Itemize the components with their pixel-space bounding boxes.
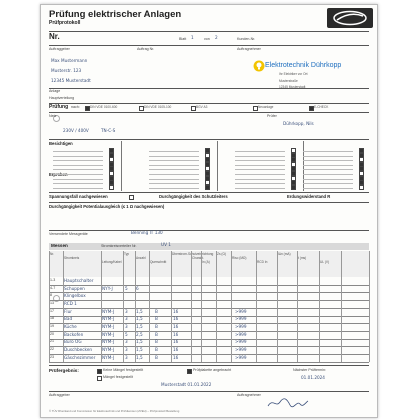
table-cell: NYY-J	[102, 285, 113, 291]
check-item-line	[53, 179, 103, 180]
table-column-divider	[341, 251, 342, 362]
check-item-line	[53, 165, 103, 166]
check-item-line	[149, 156, 199, 157]
table-column-divider	[201, 251, 202, 362]
table-cell: 16	[173, 308, 179, 314]
table-cell: B	[155, 339, 158, 345]
anlage-label: Anlage	[49, 89, 61, 93]
pruefung-label: Prüfung	[49, 104, 69, 110]
check-item-line	[149, 174, 199, 175]
check-item-line	[53, 183, 103, 184]
table-column-header: UL (V)	[320, 260, 330, 264]
table-row-divider	[49, 362, 369, 363]
table-column-divider	[123, 251, 124, 362]
table-cell: >999	[235, 308, 247, 314]
table-cell: 4-7	[50, 285, 56, 290]
check-item-line	[53, 174, 103, 175]
copyright-text: © TÜV Rheinland und Kommission für Elektrotechnik und Prüfdiensten (ZVEH) – Prüfprotokoll Bestellung	[49, 409, 180, 413]
netzform-value: TN-C-S	[101, 128, 116, 133]
table-column-header: Querschnitt	[150, 260, 167, 264]
auftraggeber-label: Auftraggeber	[49, 47, 70, 51]
table-column-divider	[216, 251, 217, 362]
check-item-line	[235, 188, 285, 189]
table-cell: 1,5	[136, 354, 143, 360]
check-item-line	[303, 179, 353, 180]
table-cell: 8	[50, 293, 52, 298]
check-item-line	[235, 151, 285, 152]
spannungsfall-checkbox[interactable]	[129, 195, 134, 200]
besichtigen-heading: Besichtigen	[49, 141, 73, 146]
circuit-name: RCD 1	[64, 300, 77, 306]
table-column-header: t (ms)	[298, 256, 307, 260]
maengel-checkbox[interactable]	[97, 376, 102, 381]
check-item-line	[149, 151, 199, 152]
keine-maengel-checkbox[interactable]	[97, 369, 102, 374]
table-column-divider	[171, 251, 172, 362]
table-cell: 3	[125, 308, 128, 314]
table-row-divider	[49, 300, 369, 301]
check-item-line	[53, 156, 103, 157]
messgeraete-value: Benning IT 130	[131, 230, 163, 235]
auftragnehmer-signature-label: Auftragnehmer	[237, 393, 261, 397]
pruefer-label: Prüfer	[267, 114, 277, 118]
table-column-header: Charakt.	[192, 256, 205, 260]
table-row-divider	[49, 292, 369, 293]
table-cell: 3	[125, 354, 128, 360]
table-cell: >999	[235, 324, 247, 329]
check-item-line	[149, 165, 199, 166]
table-column-header: Überstrom-Schutzeinrichtung	[172, 252, 214, 256]
von-label: von	[204, 37, 210, 41]
table-row-divider	[49, 339, 369, 340]
table-column-header: RCD In	[257, 260, 268, 264]
customer-name: Max Mustermann	[51, 58, 88, 63]
table-cell: 23	[50, 354, 54, 359]
check-item-checkbox[interactable]	[109, 185, 114, 190]
circuit-name: Klingelbox	[64, 293, 86, 299]
check-item-line	[235, 169, 285, 170]
hauptverteilung-label: Hauptverteilung	[49, 96, 75, 100]
netz-label: Netz	[49, 114, 57, 118]
table-row-divider	[49, 323, 369, 324]
contractor-brand: Elektrotechnik Dührkopp	[265, 62, 342, 69]
check-item-checkbox[interactable]	[359, 185, 364, 190]
table-cell: 22	[50, 347, 54, 352]
contractor-city: 12345 Musterstadt	[279, 85, 306, 89]
table-cell: 5	[125, 285, 128, 291]
table-row-divider	[49, 285, 369, 286]
check-item-line	[53, 169, 103, 170]
table-cell: 5	[125, 331, 128, 337]
contractor-tagline: Ihr Elektriker vor Ort	[279, 72, 308, 76]
check-item-line	[235, 174, 285, 175]
protocol-sheet	[40, 4, 378, 418]
check-item-line	[303, 169, 353, 170]
signature	[267, 397, 309, 409]
circuit-name: Büro OG	[64, 339, 82, 345]
table-cell: 3	[125, 339, 128, 345]
table-cell: 1,5	[136, 308, 143, 314]
table-cell: 18	[50, 316, 54, 321]
document-title: Prüfung elektrischer Anlagen	[49, 9, 182, 20]
check-item-checkbox[interactable]	[291, 185, 296, 190]
netz-value: 230V / 400V	[63, 128, 89, 133]
naechster-termin-label: Nächster Prüftermin:	[293, 368, 326, 372]
table-cell: 21	[50, 339, 54, 344]
table-cell: 1,5	[136, 347, 143, 353]
check-item-line	[235, 160, 285, 161]
table-cell: 16	[173, 347, 179, 353]
norm-label: DIN VDE 0100-600	[90, 105, 118, 109]
table-column-divider	[135, 251, 136, 362]
table-cell: NYM-J	[102, 354, 115, 360]
circuit-name: Schuppen	[64, 285, 85, 291]
table-cell: 3	[125, 316, 128, 322]
circuit-name: Hauptschalter	[64, 277, 94, 283]
table-column-header: Stromkreis	[64, 256, 80, 260]
table-column-divider	[319, 251, 320, 362]
check-item-line	[53, 151, 103, 152]
erdungswiderstand-label: Erdungswiderstand R	[287, 194, 331, 199]
check-item-line	[149, 188, 199, 189]
circuit-name: Bad	[64, 316, 73, 322]
table-cell: 16	[173, 354, 179, 360]
circuit-name: Duschbecken	[64, 347, 93, 353]
auftrag-nr-label: Auftrag Nr.	[137, 47, 155, 51]
check-item-line	[149, 183, 199, 184]
naechster-termin-value: 01.01.2024	[301, 375, 325, 380]
table-column-header: Zs (Ω)	[217, 252, 226, 256]
table-column-divider	[49, 251, 50, 362]
messgeraete-label: Verwendete Messgeräte	[49, 232, 88, 236]
table-cell: 6	[136, 285, 139, 291]
table-cell: B	[155, 316, 158, 322]
pruefplakette-label: Prüfplakette angebracht	[193, 368, 232, 372]
table-cell: B	[155, 324, 158, 329]
erproben-heading: Erproben	[49, 172, 68, 177]
von-value: 2	[215, 35, 218, 40]
table-cell: NYM-J	[102, 347, 115, 353]
table-cell: 2,5	[136, 331, 143, 337]
table-cell: NYM-J	[102, 316, 115, 322]
table-column-header: Leitung/Kabel	[102, 260, 122, 264]
document-subtitle: Prüfprotokoll	[49, 20, 81, 26]
norm-label: E-CHECK	[314, 105, 329, 109]
circuit-name: Küche	[64, 324, 77, 329]
table-column-divider	[297, 251, 298, 362]
auftraggeber-signature-label: Auftraggeber	[49, 393, 70, 397]
lightbulb-icon	[253, 60, 265, 72]
contractor-street: Musterstraße	[279, 79, 298, 83]
nach-label: nach:	[71, 105, 80, 109]
table-cell: 1,5	[136, 324, 143, 329]
check-item-line	[303, 165, 353, 166]
stromkreisverteiler-label: Stromkreisverteiler Nr.	[101, 244, 137, 248]
table-cell: 16	[173, 331, 179, 337]
check-item-line	[303, 160, 353, 161]
table-column-divider	[101, 251, 102, 362]
table-cell: >999	[235, 339, 247, 345]
check-item-line	[303, 174, 353, 175]
potential-label: Durchgängigkeit Potentialausgleich (≤ 1 Ω nachgewiesen)	[49, 204, 165, 209]
circuit-name: Flur	[64, 308, 72, 314]
check-item-line	[303, 156, 353, 157]
table-column-header: Riso (MΩ)	[232, 256, 247, 260]
table-cell: >999	[235, 354, 247, 360]
table-cell: 1-3	[50, 277, 56, 282]
customer-city: 12345 Musterstadt	[51, 78, 91, 83]
table-cell: 1,5	[136, 316, 143, 322]
messen-heading: Messen	[51, 243, 68, 248]
circuit-name: Gäschezimmer	[64, 354, 96, 360]
table-column-header: Anzahl	[136, 256, 146, 260]
norm-label: DIN VDE 0105-100	[144, 105, 172, 109]
keine-maengel-label: Keine Mängel festgestellt	[103, 368, 144, 372]
table-cell: NYM-J	[102, 324, 115, 329]
table-column-divider	[256, 251, 257, 362]
table-column-divider	[149, 251, 150, 362]
check-item-line	[235, 165, 285, 166]
circuit-name: Backofen	[64, 331, 84, 337]
table-cell: NYM-J	[102, 339, 115, 345]
stromkreisverteiler-value: UV 1	[161, 242, 171, 247]
check-item-line	[149, 169, 199, 170]
table-column-divider	[231, 251, 232, 362]
table-column-divider	[63, 251, 64, 362]
table-column-header: Nr.	[50, 252, 55, 256]
pruefer-value: Dührkopp, Nils	[283, 121, 314, 126]
table-cell: 13	[50, 300, 54, 305]
table-column-divider	[191, 251, 192, 362]
table-column-divider	[277, 251, 278, 362]
table-column-header: IΔn (mA)	[278, 252, 291, 256]
table-cell: B	[155, 331, 158, 337]
table-cell: B	[155, 347, 158, 353]
table-row-divider	[49, 331, 369, 332]
table-cell: 17	[50, 308, 54, 313]
blatt-value: 1	[191, 35, 194, 40]
table-cell: >999	[235, 331, 247, 337]
nr-label: Nr.	[49, 32, 60, 41]
table-cell: B	[155, 308, 158, 314]
pruefplakette-checkbox[interactable]	[187, 369, 192, 374]
blatt-label: Blatt	[179, 37, 187, 41]
table-column-divider	[369, 251, 370, 362]
ort-datum-value: Musterstadt 01.01.2022	[161, 382, 212, 387]
check-item-line	[303, 183, 353, 184]
table-row-divider	[49, 308, 369, 309]
table-cell: B	[155, 354, 158, 360]
norm-label: Neuanlage	[258, 105, 274, 109]
table-cell: 1,5	[136, 339, 143, 345]
spannungsfall-label: Spannungsfall nachgewiesen	[49, 194, 108, 199]
norm-label: BGV A3	[196, 105, 208, 109]
auftragnehmer-label: Auftragnehmer	[237, 47, 261, 51]
pruefergebnis-label: Prüfergebnis:	[49, 368, 79, 373]
customer-street: Musterstr. 123	[51, 68, 82, 73]
table-cell: 19	[50, 324, 54, 328]
table-row-divider	[49, 316, 369, 317]
kunden-nr-label: Kunden-Nr.	[237, 37, 256, 41]
table-cell: 3	[125, 324, 128, 329]
table-column-header: Typ	[124, 252, 130, 256]
table-cell: 3	[125, 347, 128, 353]
table-cell: NYM-J	[102, 308, 115, 314]
table-cell: 16	[173, 324, 179, 329]
durchgaengigkeit-label: Durchgängigkeit des Schutzleiters	[159, 194, 228, 199]
check-item-checkbox[interactable]	[205, 185, 210, 190]
table-cell: 20	[50, 331, 54, 336]
table-row-divider	[49, 346, 369, 347]
check-item-line	[235, 156, 285, 157]
table-row-divider	[49, 354, 369, 355]
maengel-label: Mängel festgestellt	[103, 375, 133, 379]
check-item-line	[235, 183, 285, 184]
check-item-line	[53, 188, 103, 189]
check-item-line	[235, 179, 285, 180]
table-cell: 16	[173, 339, 179, 345]
check-item-line	[149, 179, 199, 180]
check-item-line	[149, 160, 199, 161]
table-cell: 16	[173, 316, 179, 322]
table-cell: >999	[235, 347, 247, 353]
table-cell: NYM-J	[102, 331, 115, 337]
check-item-line	[303, 151, 353, 152]
brand-logo	[327, 8, 373, 28]
check-item-line	[53, 160, 103, 161]
table-cell: >999	[235, 316, 247, 322]
check-item-line	[303, 188, 353, 189]
table-column-header: In (A)	[202, 260, 210, 264]
